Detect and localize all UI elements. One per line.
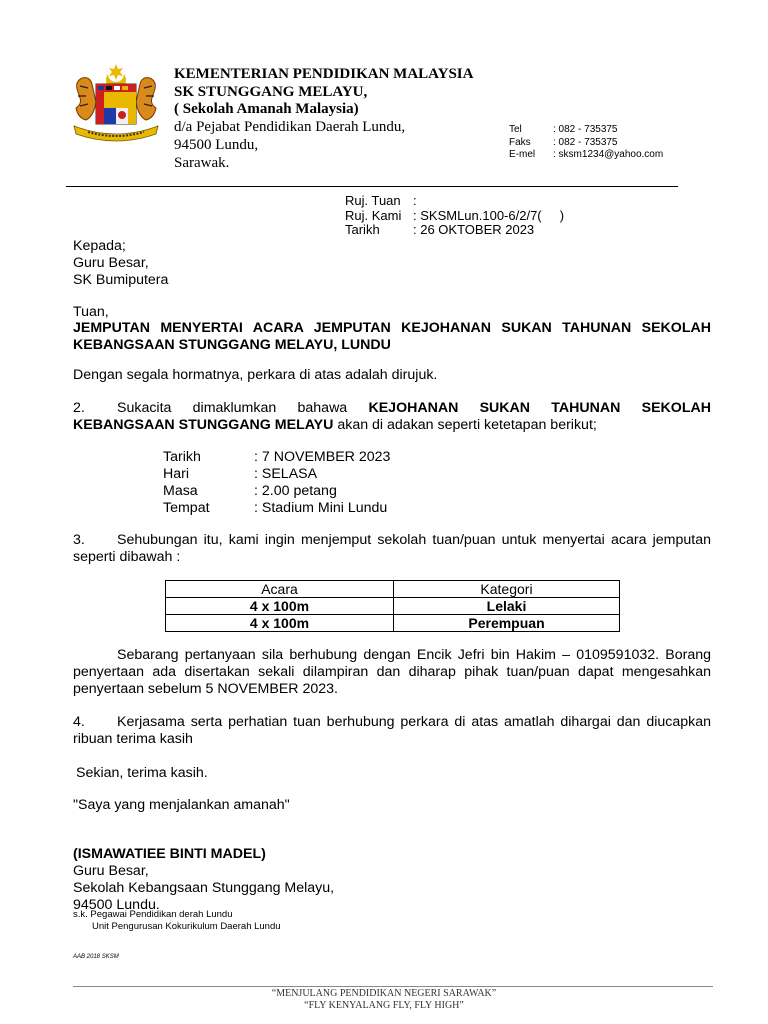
document-code: AAB 2018 SKSM — [73, 954, 119, 960]
detail-label: Tarikh — [163, 449, 201, 465]
detail-row — [163, 483, 390, 500]
opening-sentence: Dengan segala hormatnya, perkara di atas adalah dirujuk. — [73, 367, 438, 383]
detail-label: Tempat — [163, 500, 210, 516]
paragraph-text: Sukacita dimaklumkan bahawa — [117, 400, 369, 416]
detail-label: Hari — [163, 466, 190, 482]
contact-row — [509, 137, 663, 150]
paragraph-number: 2. — [73, 400, 85, 416]
detail-value: : Stadium Mini Lundu — [254, 500, 388, 516]
contact-label: Faks — [509, 136, 531, 148]
detail-row — [163, 466, 390, 483]
contact-block — [509, 124, 663, 162]
paragraph-text: akan di adakan seperti ketetapan berikut; — [333, 417, 597, 433]
table-header-row — [166, 581, 620, 598]
contact-label: E-mel — [509, 149, 536, 160]
table-cell: 4 x 100m — [166, 598, 394, 615]
address-line-3: Sarawak. — [174, 155, 230, 171]
reference-value: : — [413, 193, 417, 208]
detail-row — [163, 500, 390, 517]
signature-block — [73, 846, 334, 914]
detail-value: : 2.00 petang — [254, 483, 337, 499]
inquiry-paragraph: Sebarang pertanyaan sila berhubung dengan Encik Jefri bin Hakim – 0109591032. Borang penyertaan ada disertakan sekali dilampiran dan diharap pihak tuan/puan dapat mengesahkan penyertaan sebelum 5 NOVEMBER 2023. — [73, 647, 711, 697]
signatory-town: 94500 Lundu. — [73, 897, 160, 913]
salutation: Tuan, — [73, 304, 109, 320]
table-cell: Lelaki — [394, 598, 620, 615]
recipient-line: Guru Besar, — [73, 255, 149, 271]
recipient-block — [73, 238, 168, 289]
contact-label: Tel — [509, 124, 522, 135]
events-table — [165, 580, 620, 632]
detail-value: : 7 NOVEMBER 2023 — [254, 449, 391, 465]
header-divider — [66, 186, 678, 187]
signatory-title: Guru Besar, — [73, 863, 149, 879]
ministry-name: KEMENTERIAN PENDIDIKAN MALAYSIA — [174, 66, 474, 82]
detail-label: Masa — [163, 483, 198, 499]
reference-value: : SKSMLun.100-6/2/7( ) — [413, 207, 565, 223]
recipient-line: Kepada; — [73, 238, 126, 254]
motto-line: "Saya yang menjalankan amanah" — [73, 797, 290, 813]
reference-row — [345, 223, 564, 238]
footer-divider — [73, 986, 713, 987]
reference-label: Ruj. Tuan — [345, 193, 401, 208]
contact-row — [509, 124, 663, 137]
closing-line: Sekian, terima kasih. — [76, 765, 208, 781]
event-details — [163, 449, 390, 517]
coat-of-arms-icon — [68, 62, 164, 146]
reference-row — [345, 209, 564, 224]
cc-line-1: s.k. Pegawai Pendidikan derah Lundu — [73, 909, 233, 920]
table-cell: Perempuan — [394, 615, 620, 632]
detail-row — [163, 449, 390, 466]
table-cell: 4 x 100m — [166, 615, 394, 632]
paragraph-text: Kerjasama serta perhatian tuan berhubung perkara di atas amatlah dihargai dan diucapkan ribuan terima kasih — [73, 714, 711, 747]
detail-value: : SELASA — [254, 466, 318, 482]
address-line-2: 94500 Lundu, — [174, 137, 259, 153]
column-header: Acara — [166, 581, 394, 598]
paragraph-number: 3. — [73, 532, 85, 548]
signatory-school: Sekolah Kebangsaan Stunggang Melayu, — [73, 880, 335, 896]
subject-line: JEMPUTAN MENYERTAI ACARA JEMPUTAN KEJOHANAN SUKAN TAHUNAN SEKOLAH KEBANGSAAN STUNGGANG MELAYU, LUNDU — [73, 320, 711, 353]
contact-row — [509, 149, 663, 162]
reference-value: : 26 OKTOBER 2023 — [413, 222, 535, 237]
event-name: KEJOHANAN SUKAN TAHUNAN SEKOLAH KEBANGSAAN STUNGGANG MELAYU — [73, 400, 711, 433]
paragraph-4 — [73, 714, 711, 748]
paragraph-3 — [73, 532, 711, 566]
paragraph-text: Sehubungan itu, kami ingin menjemput sekolah tuan/puan untuk menyertai acara jemputan seperti dibawah : — [73, 532, 711, 565]
table-row — [166, 598, 620, 615]
footer — [0, 988, 768, 1012]
address-line-1: d/a Pejabat Pendidikan Daerah Lundu, — [174, 119, 406, 135]
table-row — [166, 615, 620, 632]
signatory-name: (ISMAWATIEE BINTI MADEL) — [73, 846, 266, 862]
reference-block — [345, 194, 564, 238]
school-tagline: ( Sekolah Amanah Malaysia) — [174, 101, 359, 117]
email-link[interactable]: : sksm1234@yahoo.com — [553, 149, 664, 160]
reference-label: Tarikh — [345, 222, 380, 237]
paragraph-number: 4. — [73, 714, 85, 730]
contact-value: : 082 - 735375 — [553, 124, 618, 135]
column-header: Kategori — [394, 581, 620, 598]
recipient-line: SK Bumiputera — [73, 272, 169, 288]
reference-label: Ruj. Kami — [345, 207, 402, 223]
footer-slogan: “FLY KENYALANG FLY, FLY HIGH” — [304, 1000, 464, 1011]
reference-row — [345, 194, 564, 209]
paragraph-2 — [73, 400, 711, 434]
cc-line-2: Unit Pengurusan Kokurikulum Daerah Lundu — [92, 921, 281, 932]
school-name: SK STUNGGANG MELAYU, — [174, 84, 368, 100]
footer-slogan: “MENJULANG PENDIDIKAN NEGERI SARAWAK” — [271, 988, 497, 999]
contact-value: : 082 - 735375 — [553, 136, 618, 148]
